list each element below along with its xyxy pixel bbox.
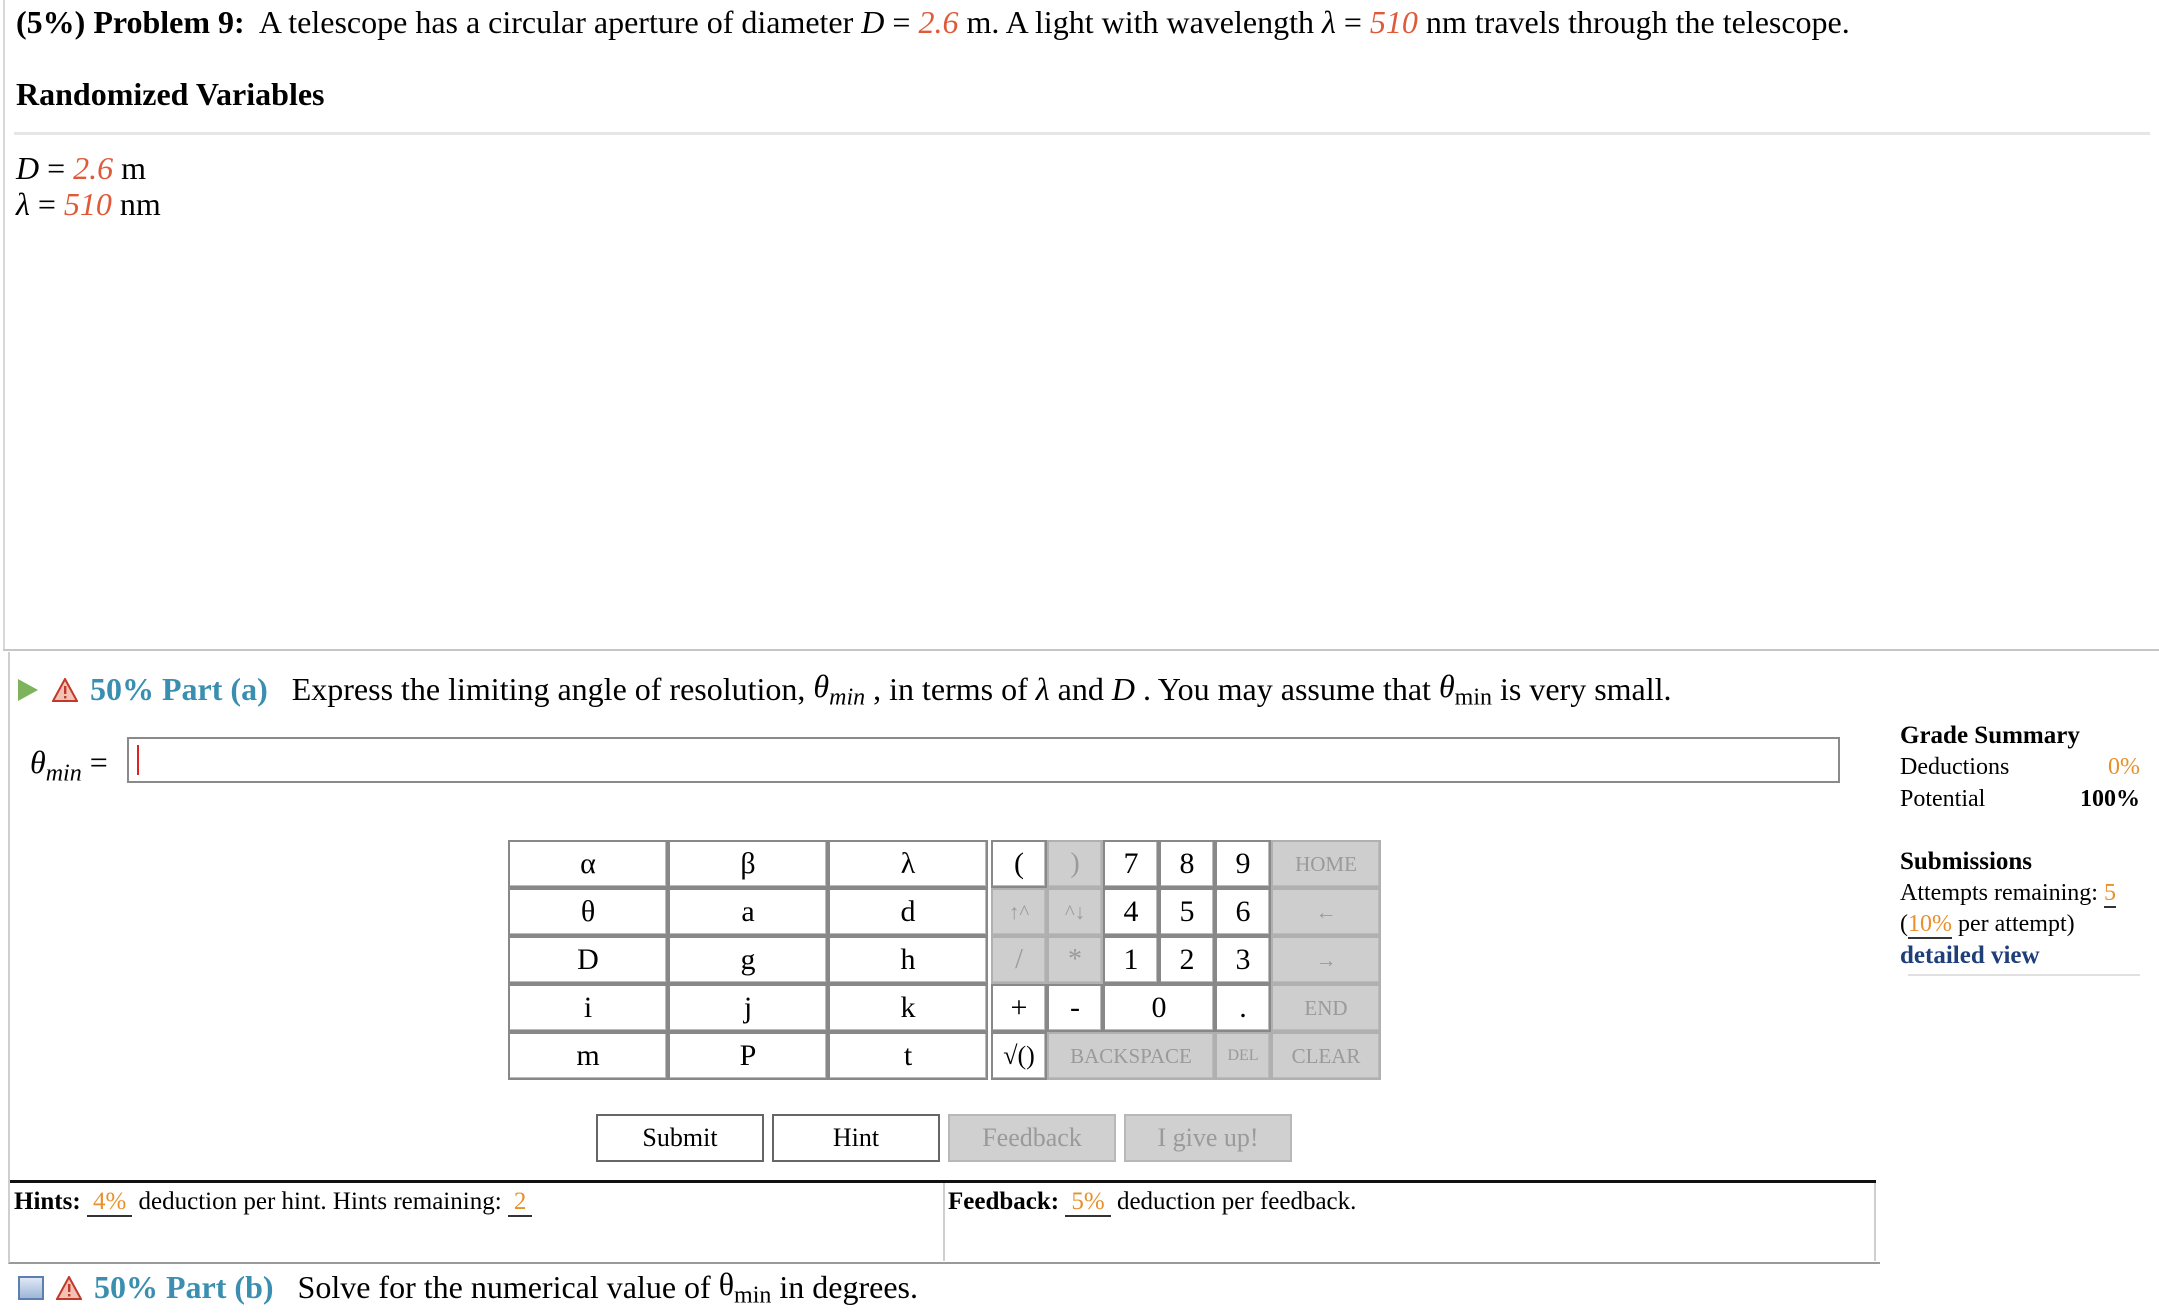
attempts-value: 5 xyxy=(2103,880,2116,906)
hint-button[interactable]: Hint xyxy=(772,1114,940,1162)
part-a-theta-2: θ xyxy=(1438,668,1455,704)
rv-l-value: 510 xyxy=(63,186,112,222)
problem-eq-2: = xyxy=(1343,4,1362,40)
key-alpha[interactable]: α xyxy=(508,840,668,888)
give-up-button[interactable]: I give up! xyxy=(1124,1114,1292,1162)
key-theta[interactable]: θ xyxy=(508,888,668,936)
key-a[interactable]: a xyxy=(668,888,828,936)
submissions-divider xyxy=(1908,974,2140,976)
key-j[interactable]: j xyxy=(668,984,828,1032)
warning-icon xyxy=(56,1276,82,1300)
collapsed-part-icon[interactable] xyxy=(18,1276,44,1300)
key-i[interactable]: i xyxy=(508,984,668,1032)
problem-left-border xyxy=(3,0,5,650)
key-P[interactable]: P xyxy=(668,1032,828,1080)
part-a-lambda: λ xyxy=(1035,671,1050,708)
key-3[interactable]: 3 xyxy=(1215,936,1271,984)
key-D[interactable]: D xyxy=(508,936,668,984)
key-minus[interactable]: - xyxy=(1047,984,1103,1032)
rv-d-unit: m xyxy=(121,150,147,186)
hints-text: deduction per hint. Hints remaining: xyxy=(138,1188,502,1215)
hints-remaining: 2 xyxy=(508,1188,533,1217)
per-attempt-text: per attempt) xyxy=(1958,911,2075,937)
part-b-percent: 50% xyxy=(94,1269,158,1306)
random-var-d xyxy=(16,150,146,187)
hints-feedback-right-border xyxy=(1874,1183,1876,1261)
part-a-sub-min-1: min xyxy=(829,684,866,711)
key-d[interactable]: d xyxy=(828,888,988,936)
submissions-title: Submissions xyxy=(1900,848,2033,875)
key-backspace[interactable]: BACKSPACE xyxy=(1047,1032,1215,1080)
key-7[interactable]: 7 xyxy=(1103,840,1159,888)
part-b-text-2: in degrees. xyxy=(779,1269,918,1306)
rv-d-value: 2.6 xyxy=(73,150,114,186)
section-separator xyxy=(3,649,2159,651)
problem-eq-1: = xyxy=(892,4,911,40)
potential-label: Potential xyxy=(1900,786,1986,812)
part-a-label: Part (a) xyxy=(162,671,268,708)
feedback-deduction: 5% xyxy=(1065,1188,1110,1217)
part-b-label: Part (b) xyxy=(166,1269,274,1306)
expand-play-icon[interactable] xyxy=(18,679,38,701)
per-attempt-deduction xyxy=(1900,911,2075,938)
hints-feedback-divider xyxy=(943,1183,945,1261)
key-left-arrow[interactable]: ← xyxy=(1271,888,1381,936)
key-k[interactable]: k xyxy=(828,984,988,1032)
problem-label: Problem 9: xyxy=(93,4,245,40)
part-a-text-4: is very small. xyxy=(1500,671,1672,708)
key-subscript-down[interactable]: ^↓ xyxy=(1047,888,1103,936)
answer-label-sub: min xyxy=(45,760,82,787)
key-1[interactable]: 1 xyxy=(1103,936,1159,984)
answer-label-eq: = xyxy=(89,744,108,780)
part-a-d: D xyxy=(1111,671,1135,708)
key-6[interactable]: 6 xyxy=(1215,888,1271,936)
grade-potential-row xyxy=(1900,786,2140,813)
part-a-sub-min-2: min xyxy=(1454,684,1492,711)
feedback-button[interactable]: Feedback xyxy=(948,1114,1116,1162)
grade-summary-title: Grade Summary xyxy=(1900,722,2080,749)
answer-label-theta: θ xyxy=(30,744,46,780)
answer-input[interactable] xyxy=(127,737,1840,783)
randomized-variables-divider xyxy=(14,132,2150,135)
key-8[interactable]: 8 xyxy=(1159,840,1215,888)
key-4[interactable]: 4 xyxy=(1103,888,1159,936)
feedback-label: Feedback: xyxy=(948,1188,1060,1215)
problem-text-3: nm travels through the telescope. xyxy=(1425,4,1850,40)
problem-lambda-symbol: λ xyxy=(1321,4,1336,40)
problem-text-1: A telescope has a circular aperture of diameter xyxy=(258,4,854,40)
problem-weight: (5%) xyxy=(16,4,86,40)
submit-button[interactable]: Submit xyxy=(596,1114,764,1162)
key-close-paren[interactable]: ) xyxy=(1047,840,1103,888)
hints-info xyxy=(14,1188,532,1216)
key-beta[interactable]: β xyxy=(668,840,828,888)
per-open: ( xyxy=(1900,911,1908,937)
rv-l-symbol: λ xyxy=(16,186,30,222)
problem-d-symbol: D xyxy=(861,4,885,40)
problem-text-2: m. A light with wavelength xyxy=(966,4,1314,40)
rv-l-eq: = xyxy=(37,186,56,222)
key-right-arrow[interactable]: → xyxy=(1271,936,1381,984)
key-open-paren[interactable]: ( xyxy=(991,840,1047,888)
problem-d-value: 2.6 xyxy=(918,4,959,40)
attempts-remaining xyxy=(1900,880,2116,907)
part-a-percent: 50% xyxy=(90,671,154,708)
warning-icon xyxy=(52,678,78,702)
feedback-info xyxy=(948,1188,1356,1216)
detailed-view-link[interactable]: detailed view xyxy=(1900,942,2040,969)
key-clear[interactable]: CLEAR xyxy=(1271,1032,1381,1080)
key-home[interactable]: HOME xyxy=(1271,840,1381,888)
randomized-variables-title: Randomized Variables xyxy=(16,76,325,112)
key-sqrt[interactable]: √() xyxy=(991,1032,1047,1080)
key-multiply[interactable]: * xyxy=(1047,936,1103,984)
answer-label xyxy=(30,744,108,787)
attempts-label: Attempts remaining: xyxy=(1900,880,2098,906)
key-g[interactable]: g xyxy=(668,936,828,984)
per-attempt-value: 10% xyxy=(1908,911,1952,937)
part-b-sub-min: min xyxy=(734,1282,772,1309)
part-b-theta: θ xyxy=(718,1266,735,1302)
part-a-text-3: . You may assume that xyxy=(1142,671,1431,708)
part-a-text-1: Express the limiting angle of resolution, xyxy=(291,671,806,708)
part-a-theta-1: θ xyxy=(813,668,830,704)
hints-deduction: 4% xyxy=(87,1188,132,1217)
key-decimal[interactable]: . xyxy=(1215,984,1271,1032)
key-2[interactable]: 2 xyxy=(1159,936,1215,984)
part-a-header xyxy=(18,668,1672,711)
deductions-label: Deductions xyxy=(1900,754,2010,780)
feedback-text: deduction per feedback. xyxy=(1116,1188,1357,1215)
part-b-text-1: Solve for the numerical value of xyxy=(297,1269,711,1306)
part-a-text-2: , in terms of xyxy=(873,671,1028,708)
problem-statement xyxy=(16,4,1850,41)
key-m[interactable]: m xyxy=(508,1032,668,1080)
part-a-and: and xyxy=(1057,671,1104,708)
potential-value: 100% xyxy=(2080,786,2140,812)
problem-lambda-value: 510 xyxy=(1369,4,1418,40)
part-b-header[interactable] xyxy=(18,1266,918,1309)
rv-l-unit: nm xyxy=(119,186,161,222)
key-5[interactable]: 5 xyxy=(1159,888,1215,936)
key-9[interactable]: 9 xyxy=(1215,840,1271,888)
deductions-value: 0% xyxy=(2108,754,2140,780)
key-end[interactable]: END xyxy=(1271,984,1381,1032)
hints-label: Hints: xyxy=(14,1188,81,1215)
key-del[interactable]: DEL xyxy=(1215,1032,1271,1080)
grade-deductions-row xyxy=(1900,754,2140,781)
key-plus[interactable]: + xyxy=(991,984,1047,1032)
rv-d-symbol: D xyxy=(16,150,40,186)
key-divide[interactable]: / xyxy=(991,936,1047,984)
key-0[interactable]: 0 xyxy=(1103,984,1215,1032)
key-t[interactable]: t xyxy=(828,1032,988,1080)
key-lambda[interactable]: λ xyxy=(828,840,988,888)
rv-d-eq: = xyxy=(47,150,66,186)
key-h[interactable]: h xyxy=(828,936,988,984)
text-caret xyxy=(137,745,139,775)
key-superscript-up[interactable]: ↑^ xyxy=(991,888,1047,936)
random-var-lambda xyxy=(16,186,161,223)
